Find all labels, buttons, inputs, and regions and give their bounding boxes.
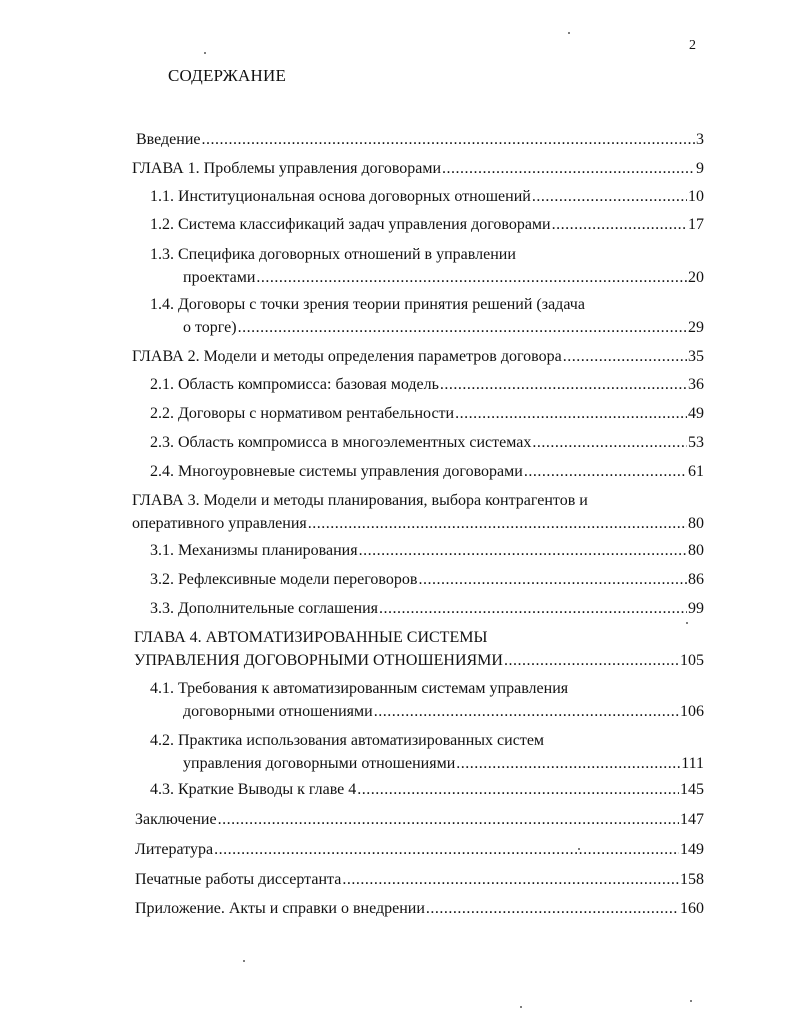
- toc-entry-label: Приложение. Акты и справки о внедрении: [135, 900, 425, 917]
- toc-entry-chapter-3[interactable]: [132, 491, 704, 533]
- scan-speck: [243, 960, 245, 962]
- toc-entry-chapter-4[interactable]: [134, 628, 704, 670]
- toc-entry-label: 2.1. Область компромисса: базовая модель: [150, 376, 439, 393]
- toc-entry-label: 3.2. Рефлексивные модели переговоров: [150, 571, 418, 588]
- toc-entry-label-cont: договорными отношениями: [183, 703, 373, 720]
- toc-entry-label: Печатные работы диссертанта: [135, 871, 342, 888]
- toc-entry-label: ГЛАВА 4. АВТОМАТИЗИРОВАННЫЕ СИСТЕМЫ: [134, 629, 488, 646]
- toc-entry-page: 145: [680, 781, 704, 798]
- toc-entry-section-2-2[interactable]: [150, 404, 704, 423]
- toc-entry-label: Введение: [136, 131, 201, 148]
- toc-entry-label: Литература: [135, 841, 214, 858]
- toc-entry-label: 2.3. Область компромисса в многоэлементных системах: [150, 434, 532, 451]
- toc-entry-label: 4.1. Требования к автоматизированным системам управления: [150, 680, 569, 697]
- scan-speck: [568, 32, 570, 34]
- toc-entry-label: ГЛАВА 2. Модели и методы определения параметров договора: [132, 348, 562, 365]
- toc-entry-page: 17: [688, 216, 704, 233]
- toc-entry-label: 2.2. Договоры с нормативом рентабельности: [150, 405, 455, 422]
- toc-entry-label: 1.4. Договоры с точки зрения теории принятия решений (задача: [150, 296, 585, 313]
- toc-entry-page: 149: [680, 841, 704, 858]
- toc-entry-label-cont: проектами: [183, 269, 256, 286]
- toc-entry-label-cont: управления договорными отношениями: [183, 755, 456, 772]
- toc-entry-section-2-3[interactable]: [150, 433, 704, 452]
- toc-entry-chapter-1[interactable]: [132, 159, 704, 178]
- toc-entry-page: 53: [688, 434, 704, 451]
- toc-entry-label: 4.2. Практика использования автоматизированных систем: [150, 732, 545, 749]
- toc-entry-label: 4.3. Краткие Выводы к главе 4: [150, 781, 357, 798]
- toc-entry-publications[interactable]: [135, 870, 704, 889]
- toc-entry-label-cont: о торге): [183, 319, 237, 336]
- scan-speck: [204, 52, 206, 54]
- scan-speck: [686, 622, 688, 624]
- toc-entry-section-4-1[interactable]: [150, 679, 704, 721]
- toc-entry-section-4-2[interactable]: [150, 731, 704, 773]
- scan-speck: [520, 1006, 522, 1008]
- toc-entry-page: 35: [688, 348, 704, 365]
- scan-speck: [578, 848, 580, 850]
- toc-entry-label: 3.3. Дополнительные соглашения: [150, 600, 379, 617]
- toc-entry-page: 106: [680, 703, 704, 720]
- toc-entry-page: 20: [688, 269, 704, 286]
- toc-entry-page: 105: [680, 652, 704, 669]
- toc-entry-conclusion[interactable]: [135, 810, 704, 829]
- page-number: 2: [689, 38, 696, 53]
- toc-entry-page: 160: [680, 900, 704, 917]
- toc-entry-page: 36: [688, 376, 704, 393]
- toc-entry-label: Заключение: [135, 811, 217, 828]
- toc-entry-section-1-2[interactable]: [150, 215, 704, 234]
- toc-entry-page: 147: [680, 811, 704, 828]
- toc-entry-section-1-1[interactable]: [150, 187, 704, 206]
- toc-entry-page: 80: [688, 542, 704, 559]
- toc-entry-section-3-1[interactable]: [150, 541, 704, 560]
- toc-entry-section-1-4[interactable]: [150, 295, 704, 337]
- toc-entry-page: 80: [688, 515, 704, 532]
- toc-entry-section-4-3[interactable]: [150, 780, 704, 799]
- toc-entry-section-2-4[interactable]: [150, 462, 704, 481]
- toc-entry-page: 29: [688, 319, 704, 336]
- toc-entry-page: 111: [681, 755, 704, 772]
- toc-entry-page: 3: [696, 131, 704, 148]
- toc-entry-label-cont: оперативного управления: [132, 515, 307, 532]
- toc-entry-page: 10: [688, 188, 704, 205]
- toc-entry-section-3-3[interactable]: [150, 599, 704, 618]
- toc-entry-label: 1.2. Система классификаций задач управления договорами: [150, 216, 551, 233]
- toc-entry-page: 9: [696, 160, 704, 177]
- toc-entry-label: 3.1. Механизмы планирования: [150, 542, 358, 559]
- toc-entry-section-3-2[interactable]: [150, 570, 704, 589]
- toc-entry-intro[interactable]: [136, 130, 704, 149]
- toc-entry-label: ГЛАВА 1. Проблемы управления договорами: [132, 160, 442, 177]
- toc-heading: СОДЕРЖАНИЕ: [168, 66, 287, 85]
- toc-entry-section-1-3[interactable]: [150, 245, 704, 287]
- toc-entry-appendix[interactable]: [135, 899, 704, 918]
- toc-entry-page: 49: [688, 405, 704, 422]
- scan-speck: [690, 1000, 692, 1002]
- toc-entry-label: 1.3. Специфика договорных отношений в управлении: [150, 246, 516, 263]
- toc-entry-label-cont: УПРАВЛЕНИЯ ДОГОВОРНЫМИ ОТНОШЕНИЯМИ: [134, 652, 503, 669]
- toc-entry-page: 158: [680, 871, 704, 888]
- toc-entry-label: 2.4. Многоуровневые системы управления договорами: [150, 463, 523, 480]
- toc-entry-label: ГЛАВА 3. Модели и методы планирования, выбора контрагентов и: [132, 492, 588, 509]
- toc-entry-label: 1.1. Институциональная основа договорных отношений: [150, 188, 531, 205]
- toc-entry-chapter-2[interactable]: [132, 347, 704, 366]
- toc-entry-page: 61: [688, 463, 704, 480]
- toc-entry-section-2-1[interactable]: [150, 375, 704, 394]
- toc-entry-page: 86: [688, 571, 704, 588]
- toc-entry-page: 99: [688, 600, 704, 617]
- toc-entry-literature[interactable]: [135, 840, 704, 859]
